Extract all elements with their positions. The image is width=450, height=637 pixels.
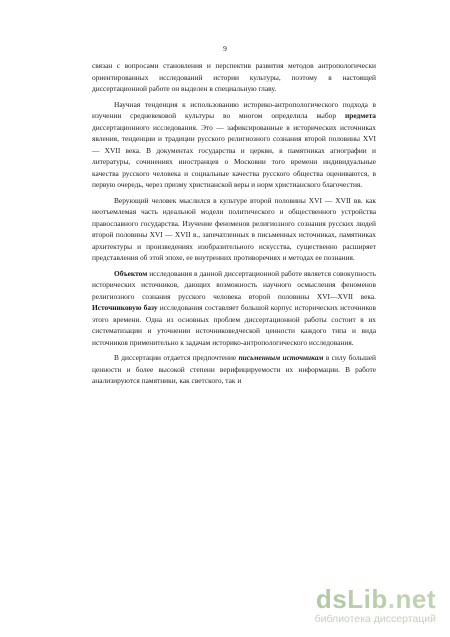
- paragraph-object-body: исследования в данной диссертационной работе является совокупность исторических источников, дающих возможность научного осмысления феноменов религиозного сознания русского человека второй половины XVI—XVII века.: [92, 268, 376, 301]
- dslib-subtitle: библиотека диссертаций: [314, 613, 436, 625]
- paragraph-preference: [92, 352, 376, 387]
- written-sources-term: письменным источникам: [238, 353, 324, 362]
- paragraph-subject-body: диссертационного исследования. Это — зафиксированные в исторических источниках явления, тенденции и традиции русского религиозного сознания второй половины XVI — XVII века. В документах государства и церкви, в памятниках агиографии и литературы, сочинениях иностранцев о Московии того времени индивидуальные качества русского человека и социальные качества русского общества оцениваются, в первую очередь, через призму христианской веры и норм христианского благочестия.: [92, 122, 376, 189]
- paragraph-subject: [92, 99, 376, 191]
- paragraph-source-body: исследования составляет большой корпус исторических источников этого времени. Одна из основных проблем диссертационной работы состоит в их систематизации и уточнении источниковедческой ценности каждого типа и вида источников применительно к задачам историко-антропологического исследования.: [92, 303, 376, 347]
- page-number: 9: [223, 44, 227, 53]
- paragraph-continuation: связан с вопросами становления и перспектив развития методов антропологически ориентированных исследований истории культуры, поэтому в настоящей диссертационной работе он выделен в специальную главу.: [92, 61, 376, 93]
- subject-term: предмета: [344, 111, 376, 120]
- paragraph-object: [92, 268, 376, 349]
- dslib-watermark: [315, 586, 436, 625]
- paragraph-believer: Верующий человек мыслился в культуре второй половины XVI — XVII вв. как неотъемлемая часть идеальной модели политического и общественного устройства православного государства. Изучение феноменов религиозного сознания русских людей второй половины XVI — XVII в., запечатленных в письменных источниках, памятниках архитектуры и произведениях изобразительного искусства, существенно расширяет представления об этой эпохе, ее внутренних противоречиях и методах ее познания.: [92, 195, 376, 262]
- paragraph-preference-intro: В диссертации отдается предпочтение: [114, 353, 239, 362]
- dslib-logo: dsLib.net: [315, 584, 436, 614]
- document-body: [92, 60, 376, 387]
- paragraph-preference-body: в силу большей ценности и более высокой степени верифицируемости их информации. В работе анализируются памятники, как светского, так и: [92, 353, 376, 385]
- paragraph-subject-intro: Научная тенденция к использованию историко-антропологического подхода в изучении средневековой культуры во многом определила выбор: [92, 99, 376, 120]
- source-base-term: Источниковую базу: [92, 303, 158, 312]
- object-term: Объектом: [114, 268, 148, 278]
